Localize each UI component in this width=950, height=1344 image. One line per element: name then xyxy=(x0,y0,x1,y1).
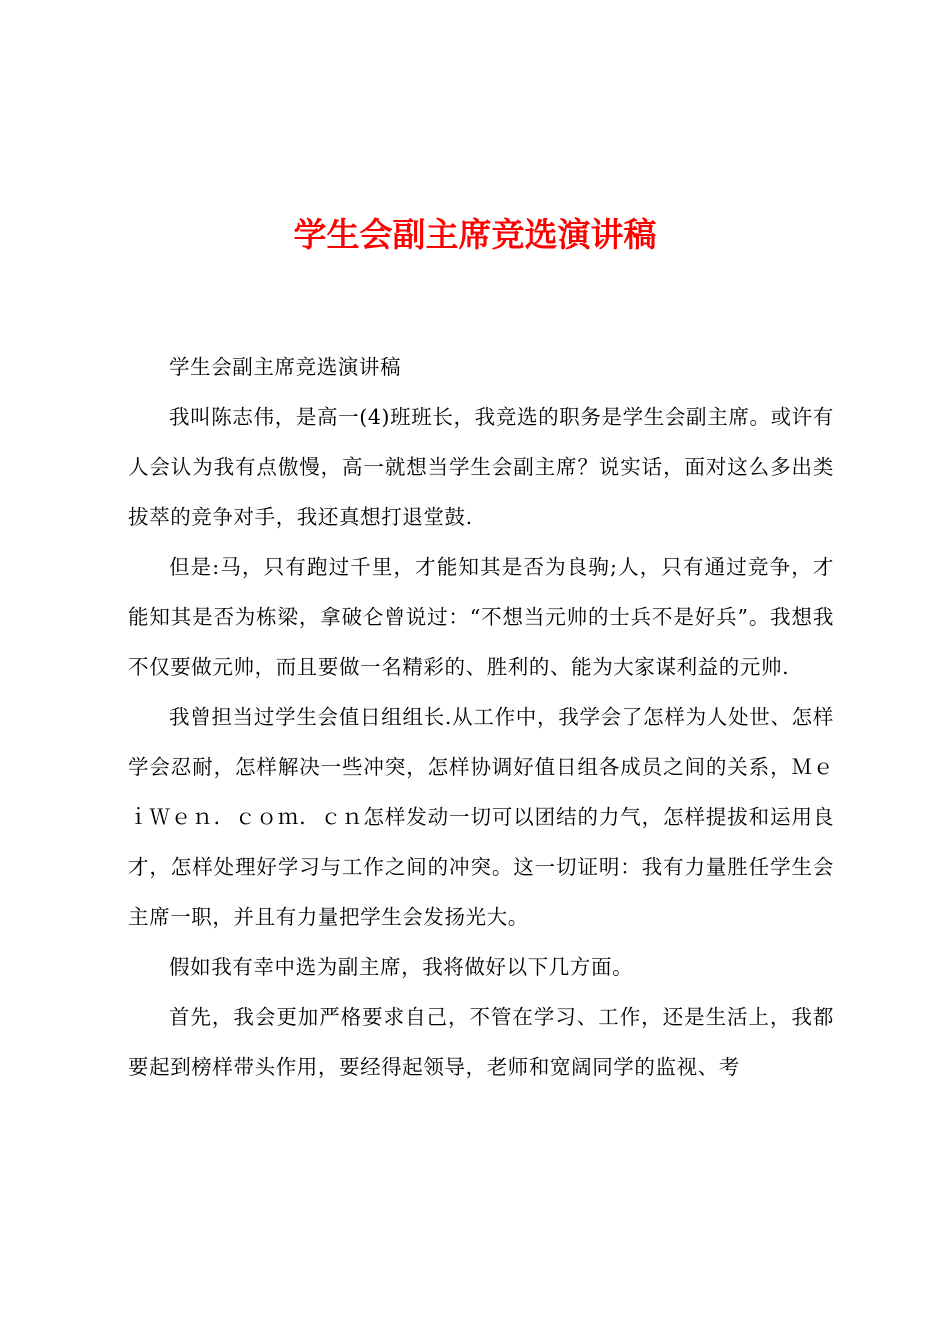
paragraph-heading: 学生会副主席竞选演讲稿 xyxy=(169,355,402,379)
paragraph: 我曾担当过学生会值日组组长.从工作中，我学会了怎样为人处世、怎样学会忍耐，怎样解决一些冲突，怎样协调好值日组各成员之间的关系，ＭｅｉＷｅｎ．ｃｏｍ．ｃｎ怎样发动一切可以团结的力气，怎样提拔和运用良才，怎样处理好学习与工作之间的冲突。这一切证明：我有力量胜任学生会主席一职，并且有力量把学生会发扬光大。 xyxy=(128,705,834,929)
paragraph: 我叫陈志伟，是高一(4)班班长，我竞选的职务是学生会副主席。或许有人会认为我有点傲慢，高一就想当学生会副主席？说实话，面对这么多出类拔萃的竞争对手，我还真想打退堂鼓. xyxy=(128,405,834,529)
paragraph: 但是:马，只有跑过千里，才能知其是否为良驹;人，只有通过竞争，才能知其是否为栋梁，拿破仑曾说过：“不想当元帅的士兵不是好兵”。我想我不仅要做元帅，而且要做一名精彩的、胜利的、能为大家谋利益的元帅. xyxy=(128,555,834,679)
page-title: 学生会副主席竞选演讲稿 xyxy=(293,215,657,254)
paragraph: 首先，我会更加严格要求自己，不管在学习、工作，还是生活上，我都要起到榜样带头作用，要经得起领导，老师和宽阔同学的监视、考 xyxy=(128,1005,834,1079)
paragraph: 假如我有幸中选为副主席，我将做好以下几方面。 xyxy=(169,955,634,979)
document-body xyxy=(128,342,834,1092)
